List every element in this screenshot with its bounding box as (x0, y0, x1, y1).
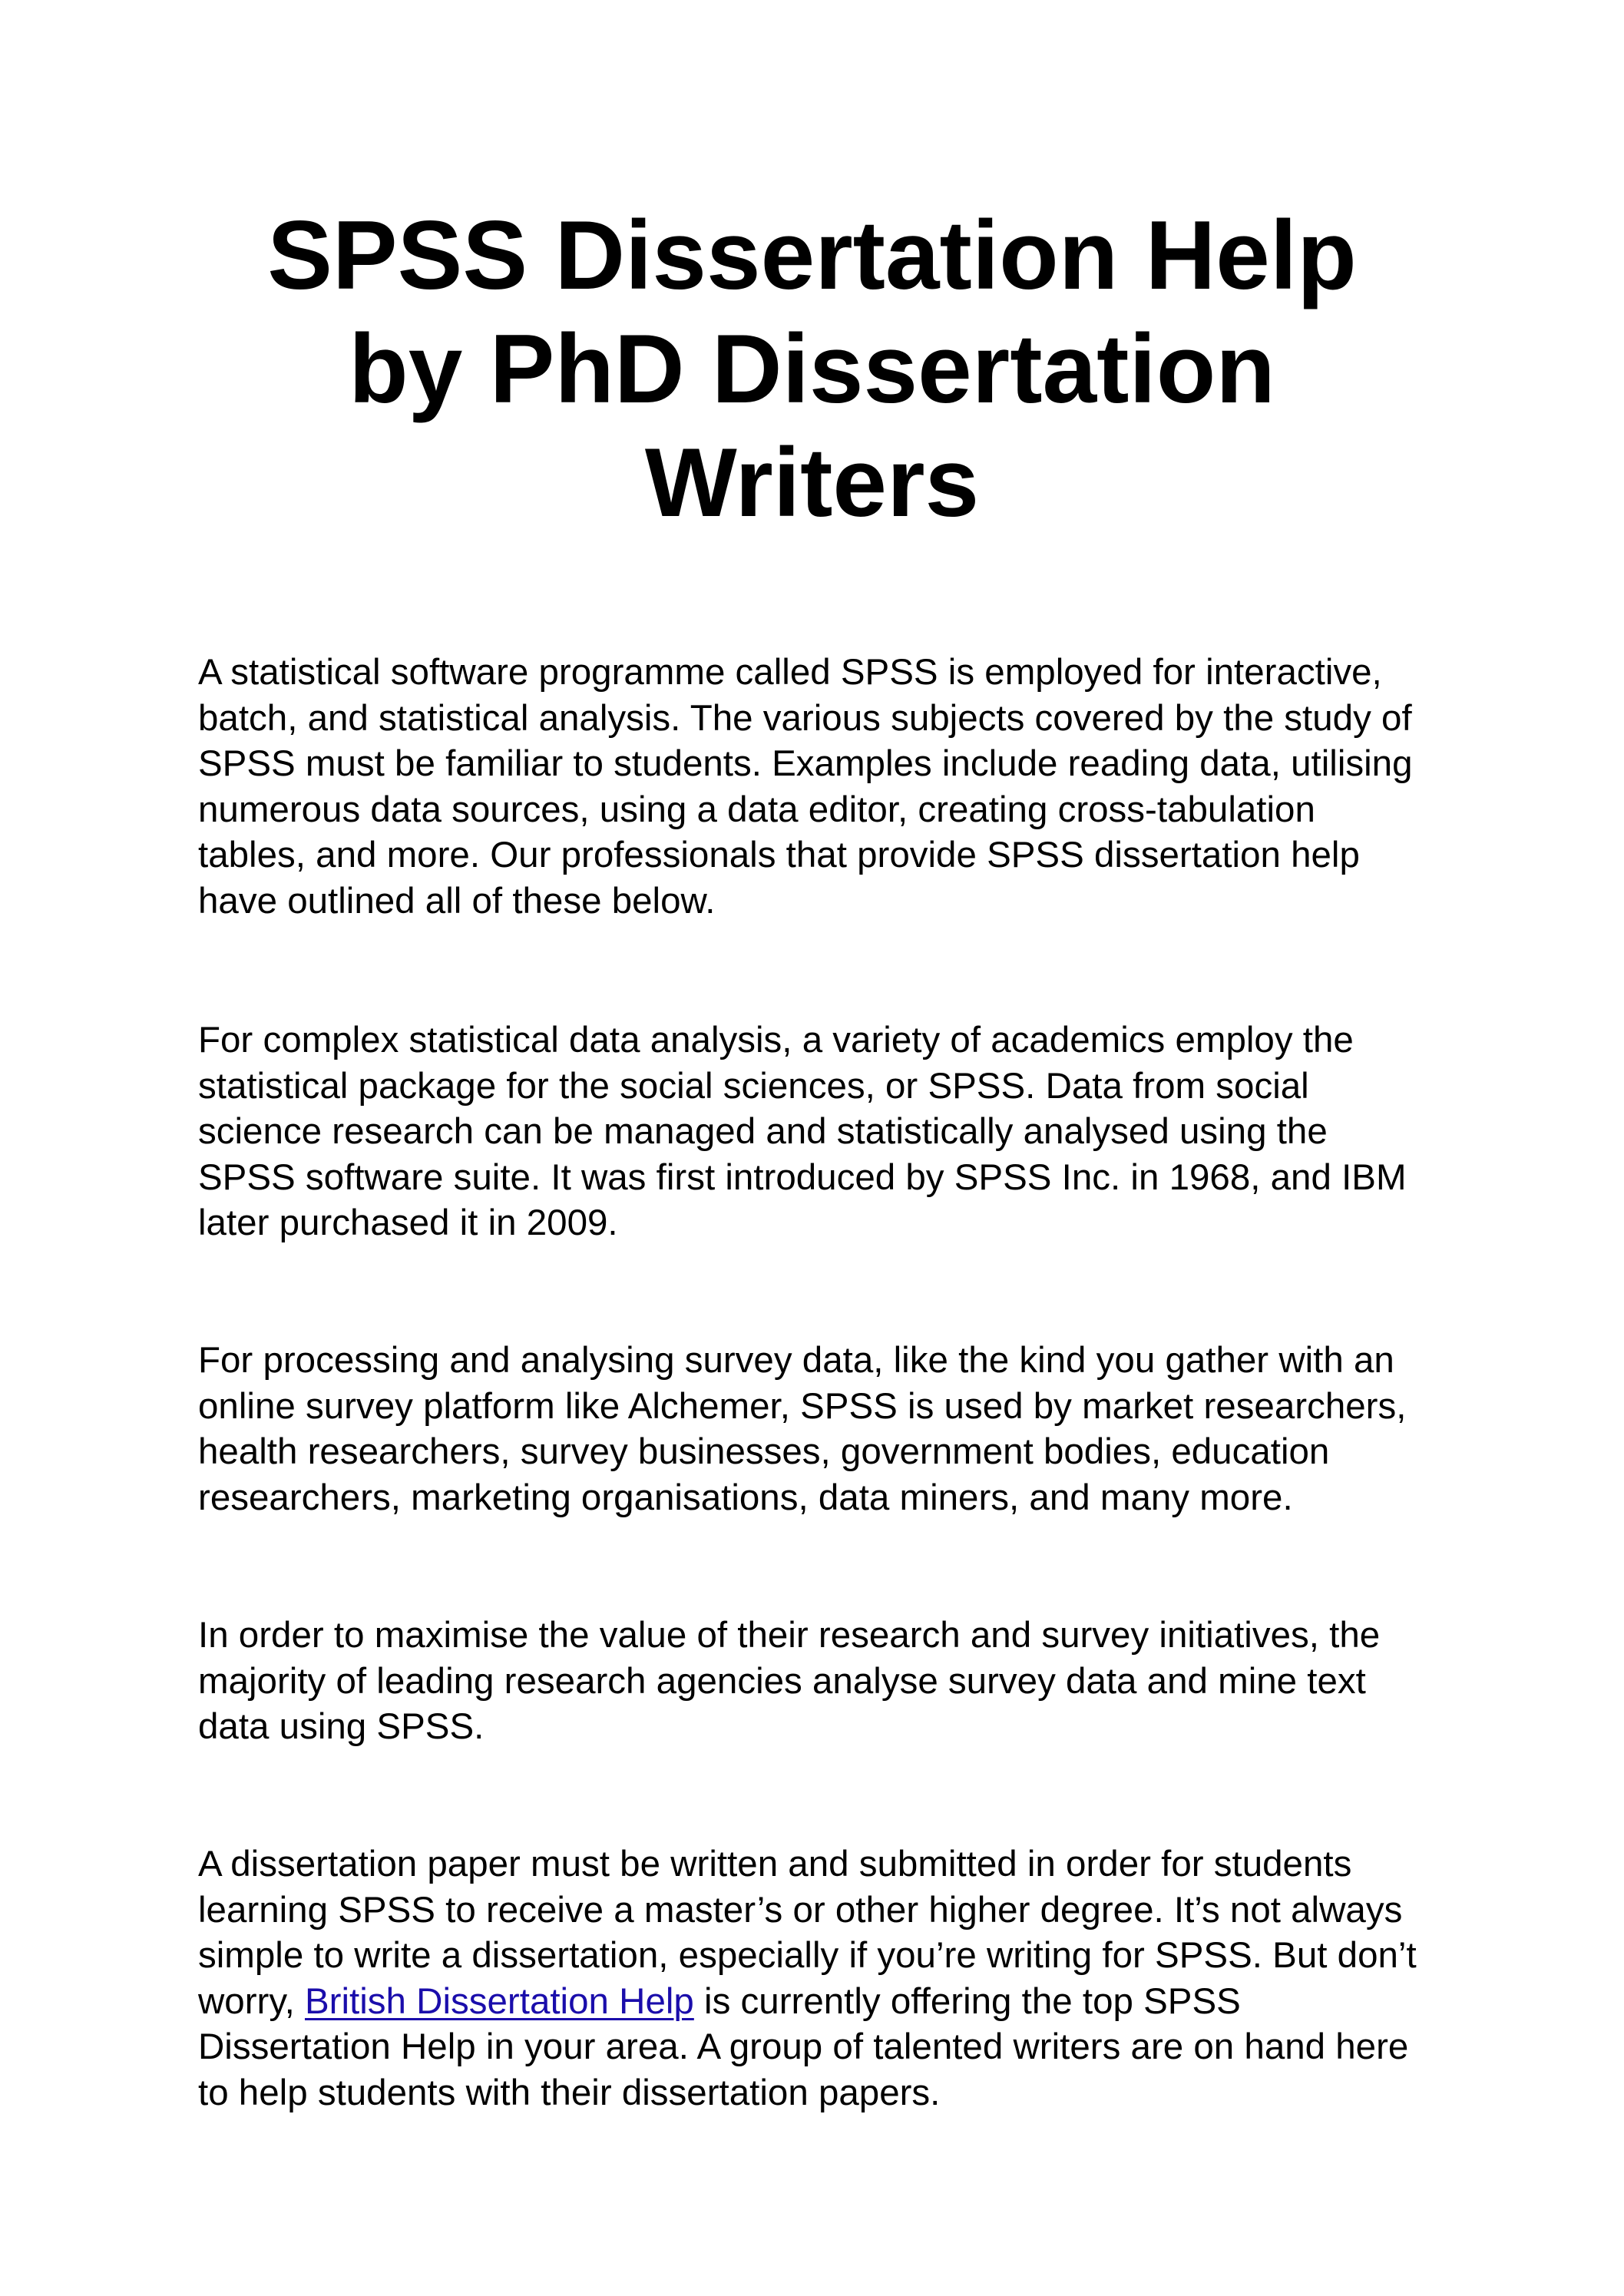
title-line: Writers (644, 428, 980, 537)
title-line: by PhD Dissertation (349, 314, 1275, 423)
text-line: tables, and more. Our professionals that provide SPSS dissertation help (198, 835, 1360, 876)
text-line: For complex statistical data analysis, a variety of academics employ the (198, 1020, 1354, 1060)
text-line: In order to maximise the value of their research and survey initiatives, the (198, 1615, 1381, 1656)
text-line: online survey platform like Alchemer, SPSS is used by market researchers, (198, 1385, 1407, 1427)
text-line: later purchased it in 2009. (198, 1203, 618, 1244)
text-line: numerous data sources, using a data editor, creating cross-tabulation (198, 789, 1315, 830)
paragraph-spss-users (198, 1338, 1473, 1520)
text-line: SPSS must be familiar to students. Examples include reading data, utilising (198, 743, 1413, 785)
text-line-with-link (198, 1979, 1473, 2025)
paragraph-spss-history (198, 1017, 1473, 1246)
text-line: data using SPSS. (198, 1706, 485, 1748)
link-line-before: worry, (198, 1980, 305, 2022)
text-line: Dissertation Help in your area. A group of talented writers are on hand here (198, 2026, 1409, 2068)
text-line: batch, and statistical analysis. The various subjects covered by the study of (198, 697, 1412, 739)
text-line: researchers, marketing organisations, data miners, and many more. (198, 1477, 1293, 1518)
text-line: SPSS software suite. It was first introduced by SPSS Inc. in 1968, and IBM (198, 1156, 1407, 1198)
text-line: to help students with their dissertation papers. (198, 2072, 941, 2113)
text-line: A dissertation paper must be written and submitted in order for students (198, 1844, 1352, 1884)
text-line: A statistical software programme called SPSS is employed for interactive, (198, 652, 1382, 693)
link-line-after: is currently offering the top SPSS (693, 1980, 1241, 2022)
text-line: majority of leading research agencies analyse survey data and mine text (198, 1660, 1366, 1702)
text-line: learning SPSS to receive a master’s or other higher degree. It’s not always (198, 1889, 1403, 1930)
paragraph-research-agencies (198, 1613, 1473, 1750)
title-line: SPSS Dissertation Help (267, 200, 1357, 309)
british-dissertation-help-link[interactable]: British Dissertation Help (304, 1980, 694, 2022)
text-line: have outlined all of these below. (198, 880, 716, 921)
page-title (154, 198, 1470, 539)
text-line: For processing and analysing survey data, like the kind you gather with an (198, 1340, 1394, 1381)
text-line: simple to write a dissertation, especially if you’re writing for SPSS. But don’t (198, 1935, 1417, 1977)
text-line: science research can be managed and statistically analysed using the (198, 1111, 1328, 1153)
paragraph-spss-overview (198, 650, 1473, 925)
text-line: health researchers, survey businesses, government bodies, education (198, 1431, 1330, 1473)
paragraph-dissertation-help (198, 1841, 1473, 2116)
text-line: statistical package for the social sciences, or SPSS. Data from social (198, 1065, 1309, 1107)
